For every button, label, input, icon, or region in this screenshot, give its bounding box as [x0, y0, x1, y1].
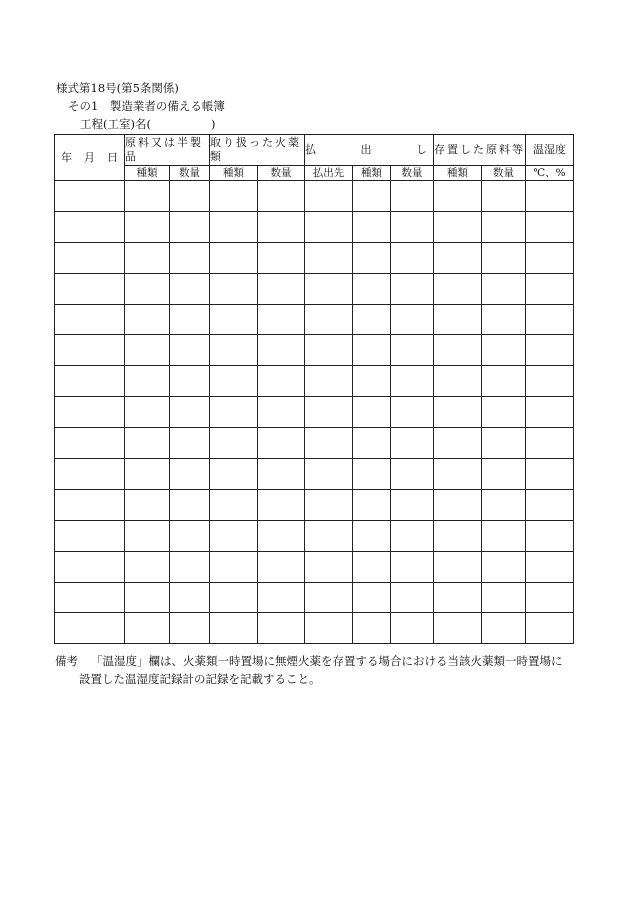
table-cell[interactable]	[353, 489, 391, 520]
table-cell[interactable]	[353, 304, 391, 335]
table-cell[interactable]	[434, 459, 482, 490]
table-cell[interactable]	[170, 459, 210, 490]
table-row	[55, 459, 574, 490]
table-cell[interactable]	[434, 613, 482, 644]
table-cell[interactable]	[391, 273, 434, 304]
table-cell[interactable]	[305, 397, 353, 428]
table-cell[interactable]	[305, 428, 353, 459]
table-cell[interactable]	[353, 366, 391, 397]
date-month: 月	[84, 150, 95, 164]
table-cell[interactable]	[125, 489, 170, 520]
table-cell[interactable]	[434, 520, 482, 551]
table-cell[interactable]	[125, 520, 170, 551]
handled-qty-header: 数量	[258, 166, 305, 181]
ship-out-char-1: 払	[305, 143, 318, 156]
form-number: 様式第18号(第5条関係)	[56, 81, 179, 95]
table-cell[interactable]	[526, 335, 574, 366]
table-cell[interactable]	[170, 273, 210, 304]
table-cell[interactable]	[305, 489, 353, 520]
table-cell[interactable]	[170, 613, 210, 644]
table-cell[interactable]	[353, 520, 391, 551]
table-cell[interactable]	[125, 211, 170, 242]
table-cell[interactable]	[210, 520, 258, 551]
table-cell[interactable]	[391, 520, 434, 551]
table-cell[interactable]	[55, 582, 125, 613]
table-cell[interactable]	[434, 551, 482, 582]
table-cell[interactable]	[482, 489, 526, 520]
raw-material-header: 原料又は半製品	[125, 135, 210, 166]
remarks-label: 備考	[55, 654, 78, 668]
table-cell[interactable]	[526, 211, 574, 242]
table-cell[interactable]	[482, 181, 526, 212]
table-cell[interactable]	[55, 551, 125, 582]
table-cell[interactable]	[526, 489, 574, 520]
table-cell[interactable]	[391, 211, 434, 242]
table-cell[interactable]	[391, 582, 434, 613]
table-cell[interactable]	[258, 520, 305, 551]
table-cell[interactable]	[258, 613, 305, 644]
ship-out-header	[305, 135, 434, 166]
subheader-row	[55, 166, 574, 181]
table-cell[interactable]	[55, 181, 125, 212]
table-cell[interactable]	[210, 242, 258, 273]
date-day: 日	[107, 150, 118, 164]
temp-unit-header: ℃、%	[526, 166, 574, 181]
table-cell[interactable]	[482, 242, 526, 273]
table-cell[interactable]	[353, 613, 391, 644]
table-cell[interactable]	[125, 366, 170, 397]
table-cell[interactable]	[305, 211, 353, 242]
table-cell[interactable]	[482, 551, 526, 582]
table-cell[interactable]	[482, 428, 526, 459]
table-cell[interactable]	[526, 242, 574, 273]
table-cell[interactable]	[125, 613, 170, 644]
table-cell[interactable]	[526, 551, 574, 582]
table-row	[55, 520, 574, 551]
table-cell[interactable]	[434, 273, 482, 304]
handled-kind-header: 種類	[210, 166, 258, 181]
table-cell[interactable]	[258, 489, 305, 520]
table-cell[interactable]	[210, 335, 258, 366]
table-cell[interactable]	[210, 551, 258, 582]
table-cell[interactable]	[258, 459, 305, 490]
table-cell[interactable]	[434, 366, 482, 397]
temp-humidity-header: 温湿度	[526, 135, 574, 166]
table-cell[interactable]	[482, 335, 526, 366]
table-cell[interactable]	[258, 242, 305, 273]
ledger-table	[54, 134, 574, 644]
table-cell[interactable]	[526, 613, 574, 644]
table-cell[interactable]	[210, 489, 258, 520]
process-name-line	[80, 117, 215, 131]
stored-raw-header: 存置した原料等	[434, 135, 526, 166]
table-cell[interactable]	[353, 211, 391, 242]
table-cell[interactable]	[258, 397, 305, 428]
table-cell[interactable]	[55, 459, 125, 490]
table-cell[interactable]	[258, 304, 305, 335]
table-cell[interactable]	[170, 520, 210, 551]
table-cell[interactable]	[170, 366, 210, 397]
table-cell[interactable]	[305, 242, 353, 273]
table-cell[interactable]	[170, 335, 210, 366]
table-cell[interactable]	[55, 428, 125, 459]
table-cell[interactable]	[170, 551, 210, 582]
process-name-label: 工程(工室)名(	[80, 117, 151, 131]
table-row	[55, 273, 574, 304]
table-cell[interactable]	[391, 551, 434, 582]
table-cell[interactable]	[170, 582, 210, 613]
table-cell[interactable]	[391, 242, 434, 273]
table-cell[interactable]	[526, 582, 574, 613]
table-cell[interactable]	[210, 582, 258, 613]
table-cell[interactable]	[125, 397, 170, 428]
table-cell[interactable]	[305, 520, 353, 551]
table-cell[interactable]	[210, 181, 258, 212]
table-row	[55, 582, 574, 613]
table-cell[interactable]	[210, 428, 258, 459]
table-cell[interactable]	[125, 551, 170, 582]
ship-dest-header: 払出先	[305, 166, 353, 181]
table-cell[interactable]	[526, 428, 574, 459]
table-cell[interactable]	[210, 366, 258, 397]
table-cell[interactable]	[305, 181, 353, 212]
ship-out-char-3: し	[416, 143, 429, 156]
date-year: 年	[61, 150, 72, 164]
table-row	[55, 613, 574, 644]
remarks-line-1: 「温湿度」欄は、火薬類一時置場に無煙火薬を存置する場合における当該火薬類一時置場に	[91, 654, 563, 668]
table-cell[interactable]	[170, 428, 210, 459]
table-cell[interactable]	[258, 181, 305, 212]
table-cell[interactable]	[305, 551, 353, 582]
table-cell[interactable]	[391, 181, 434, 212]
table-cell[interactable]	[125, 582, 170, 613]
table-cell[interactable]	[482, 459, 526, 490]
table-cell[interactable]	[482, 520, 526, 551]
table-cell[interactable]	[526, 459, 574, 490]
table-cell[interactable]	[170, 181, 210, 212]
table-cell[interactable]	[210, 397, 258, 428]
table-cell[interactable]	[55, 242, 125, 273]
table-row	[55, 335, 574, 366]
table-cell[interactable]	[125, 242, 170, 273]
table-cell[interactable]	[353, 428, 391, 459]
table-cell[interactable]	[353, 242, 391, 273]
table-cell[interactable]	[434, 428, 482, 459]
table-cell[interactable]	[353, 582, 391, 613]
table-cell[interactable]	[353, 273, 391, 304]
remarks-line-2: 設置した温湿度記録計の記録を記載すること。	[79, 672, 321, 686]
table-cell[interactable]	[55, 520, 125, 551]
form-subtitle: その1 製造業者の備える帳簿	[68, 99, 225, 113]
table-cell[interactable]	[305, 304, 353, 335]
table-cell[interactable]	[434, 211, 482, 242]
table-cell[interactable]	[391, 613, 434, 644]
table-cell[interactable]	[305, 273, 353, 304]
table-cell[interactable]	[170, 489, 210, 520]
table-row	[55, 181, 574, 212]
table-cell[interactable]	[258, 428, 305, 459]
table-cell[interactable]	[170, 211, 210, 242]
table-row	[55, 366, 574, 397]
remarks	[55, 652, 595, 688]
table-cell[interactable]	[434, 304, 482, 335]
table-cell[interactable]	[55, 613, 125, 644]
table-cell[interactable]	[482, 582, 526, 613]
table-row	[55, 304, 574, 335]
table-cell[interactable]	[434, 242, 482, 273]
table-cell[interactable]	[526, 397, 574, 428]
table-cell[interactable]	[305, 459, 353, 490]
table-cell[interactable]	[526, 304, 574, 335]
process-name-close: )	[210, 117, 216, 131]
table-cell[interactable]	[55, 304, 125, 335]
table-cell[interactable]	[258, 335, 305, 366]
table-cell[interactable]	[353, 335, 391, 366]
table-cell[interactable]	[125, 181, 170, 212]
table-cell[interactable]	[526, 181, 574, 212]
table-cell[interactable]	[210, 273, 258, 304]
table-cell[interactable]	[526, 273, 574, 304]
table-cell[interactable]	[55, 489, 125, 520]
table-cell[interactable]	[170, 242, 210, 273]
table-cell[interactable]	[391, 428, 434, 459]
table-cell[interactable]	[258, 551, 305, 582]
table-cell[interactable]	[55, 211, 125, 242]
table-cell[interactable]	[55, 335, 125, 366]
stored-kind-header: 種類	[434, 166, 482, 181]
table-cell[interactable]	[434, 397, 482, 428]
stored-qty-header: 数量	[482, 166, 526, 181]
table-row	[55, 428, 574, 459]
table-cell[interactable]	[305, 613, 353, 644]
table-cell[interactable]	[125, 428, 170, 459]
table-cell[interactable]	[210, 211, 258, 242]
table-cell[interactable]	[526, 366, 574, 397]
table-cell[interactable]	[305, 366, 353, 397]
table-cell[interactable]	[482, 613, 526, 644]
table-cell[interactable]	[210, 459, 258, 490]
table-cell[interactable]	[526, 520, 574, 551]
table-cell[interactable]	[258, 582, 305, 613]
table-cell[interactable]	[391, 459, 434, 490]
table-cell[interactable]	[55, 366, 125, 397]
table-cell[interactable]	[482, 366, 526, 397]
table-cell[interactable]	[125, 304, 170, 335]
header-row	[55, 135, 574, 166]
table-cell[interactable]	[482, 273, 526, 304]
table-cell[interactable]	[391, 397, 434, 428]
table-cell[interactable]	[434, 582, 482, 613]
table-cell[interactable]	[482, 211, 526, 242]
table-cell[interactable]	[482, 397, 526, 428]
table-cell[interactable]	[170, 397, 210, 428]
table-cell[interactable]	[353, 459, 391, 490]
table-cell[interactable]	[125, 335, 170, 366]
ship-kind-header: 種類	[353, 166, 391, 181]
ship-out-char-2: 出	[360, 143, 374, 156]
ship-qty-header: 数量	[391, 166, 434, 181]
table-cell[interactable]	[170, 304, 210, 335]
table-row	[55, 489, 574, 520]
table-row	[55, 551, 574, 582]
table-cell[interactable]	[434, 181, 482, 212]
table-cell[interactable]	[305, 335, 353, 366]
table-cell[interactable]	[391, 489, 434, 520]
table-cell[interactable]	[482, 304, 526, 335]
handled-explosives-header: 取り扱った火薬類	[210, 135, 305, 166]
table-cell[interactable]	[434, 489, 482, 520]
table-cell[interactable]	[55, 397, 125, 428]
table-cell[interactable]	[353, 397, 391, 428]
raw-qty-header: 数量	[170, 166, 210, 181]
table-cell[interactable]	[258, 211, 305, 242]
table-cell[interactable]	[391, 304, 434, 335]
table-cell[interactable]	[125, 459, 170, 490]
table-row	[55, 211, 574, 242]
table-cell[interactable]	[258, 366, 305, 397]
table-cell[interactable]	[305, 582, 353, 613]
table-row	[55, 242, 574, 273]
table-cell[interactable]	[353, 181, 391, 212]
date-header	[55, 135, 125, 181]
raw-kind-header: 種類	[125, 166, 170, 181]
table-cell[interactable]	[125, 273, 170, 304]
table-cell[interactable]	[258, 273, 305, 304]
table-cell[interactable]	[210, 304, 258, 335]
table-cell[interactable]	[55, 273, 125, 304]
table-cell[interactable]	[391, 366, 434, 397]
table-cell[interactable]	[210, 613, 258, 644]
table-cell[interactable]	[434, 335, 482, 366]
table-row	[55, 397, 574, 428]
table-cell[interactable]	[391, 335, 434, 366]
table-cell[interactable]	[353, 551, 391, 582]
